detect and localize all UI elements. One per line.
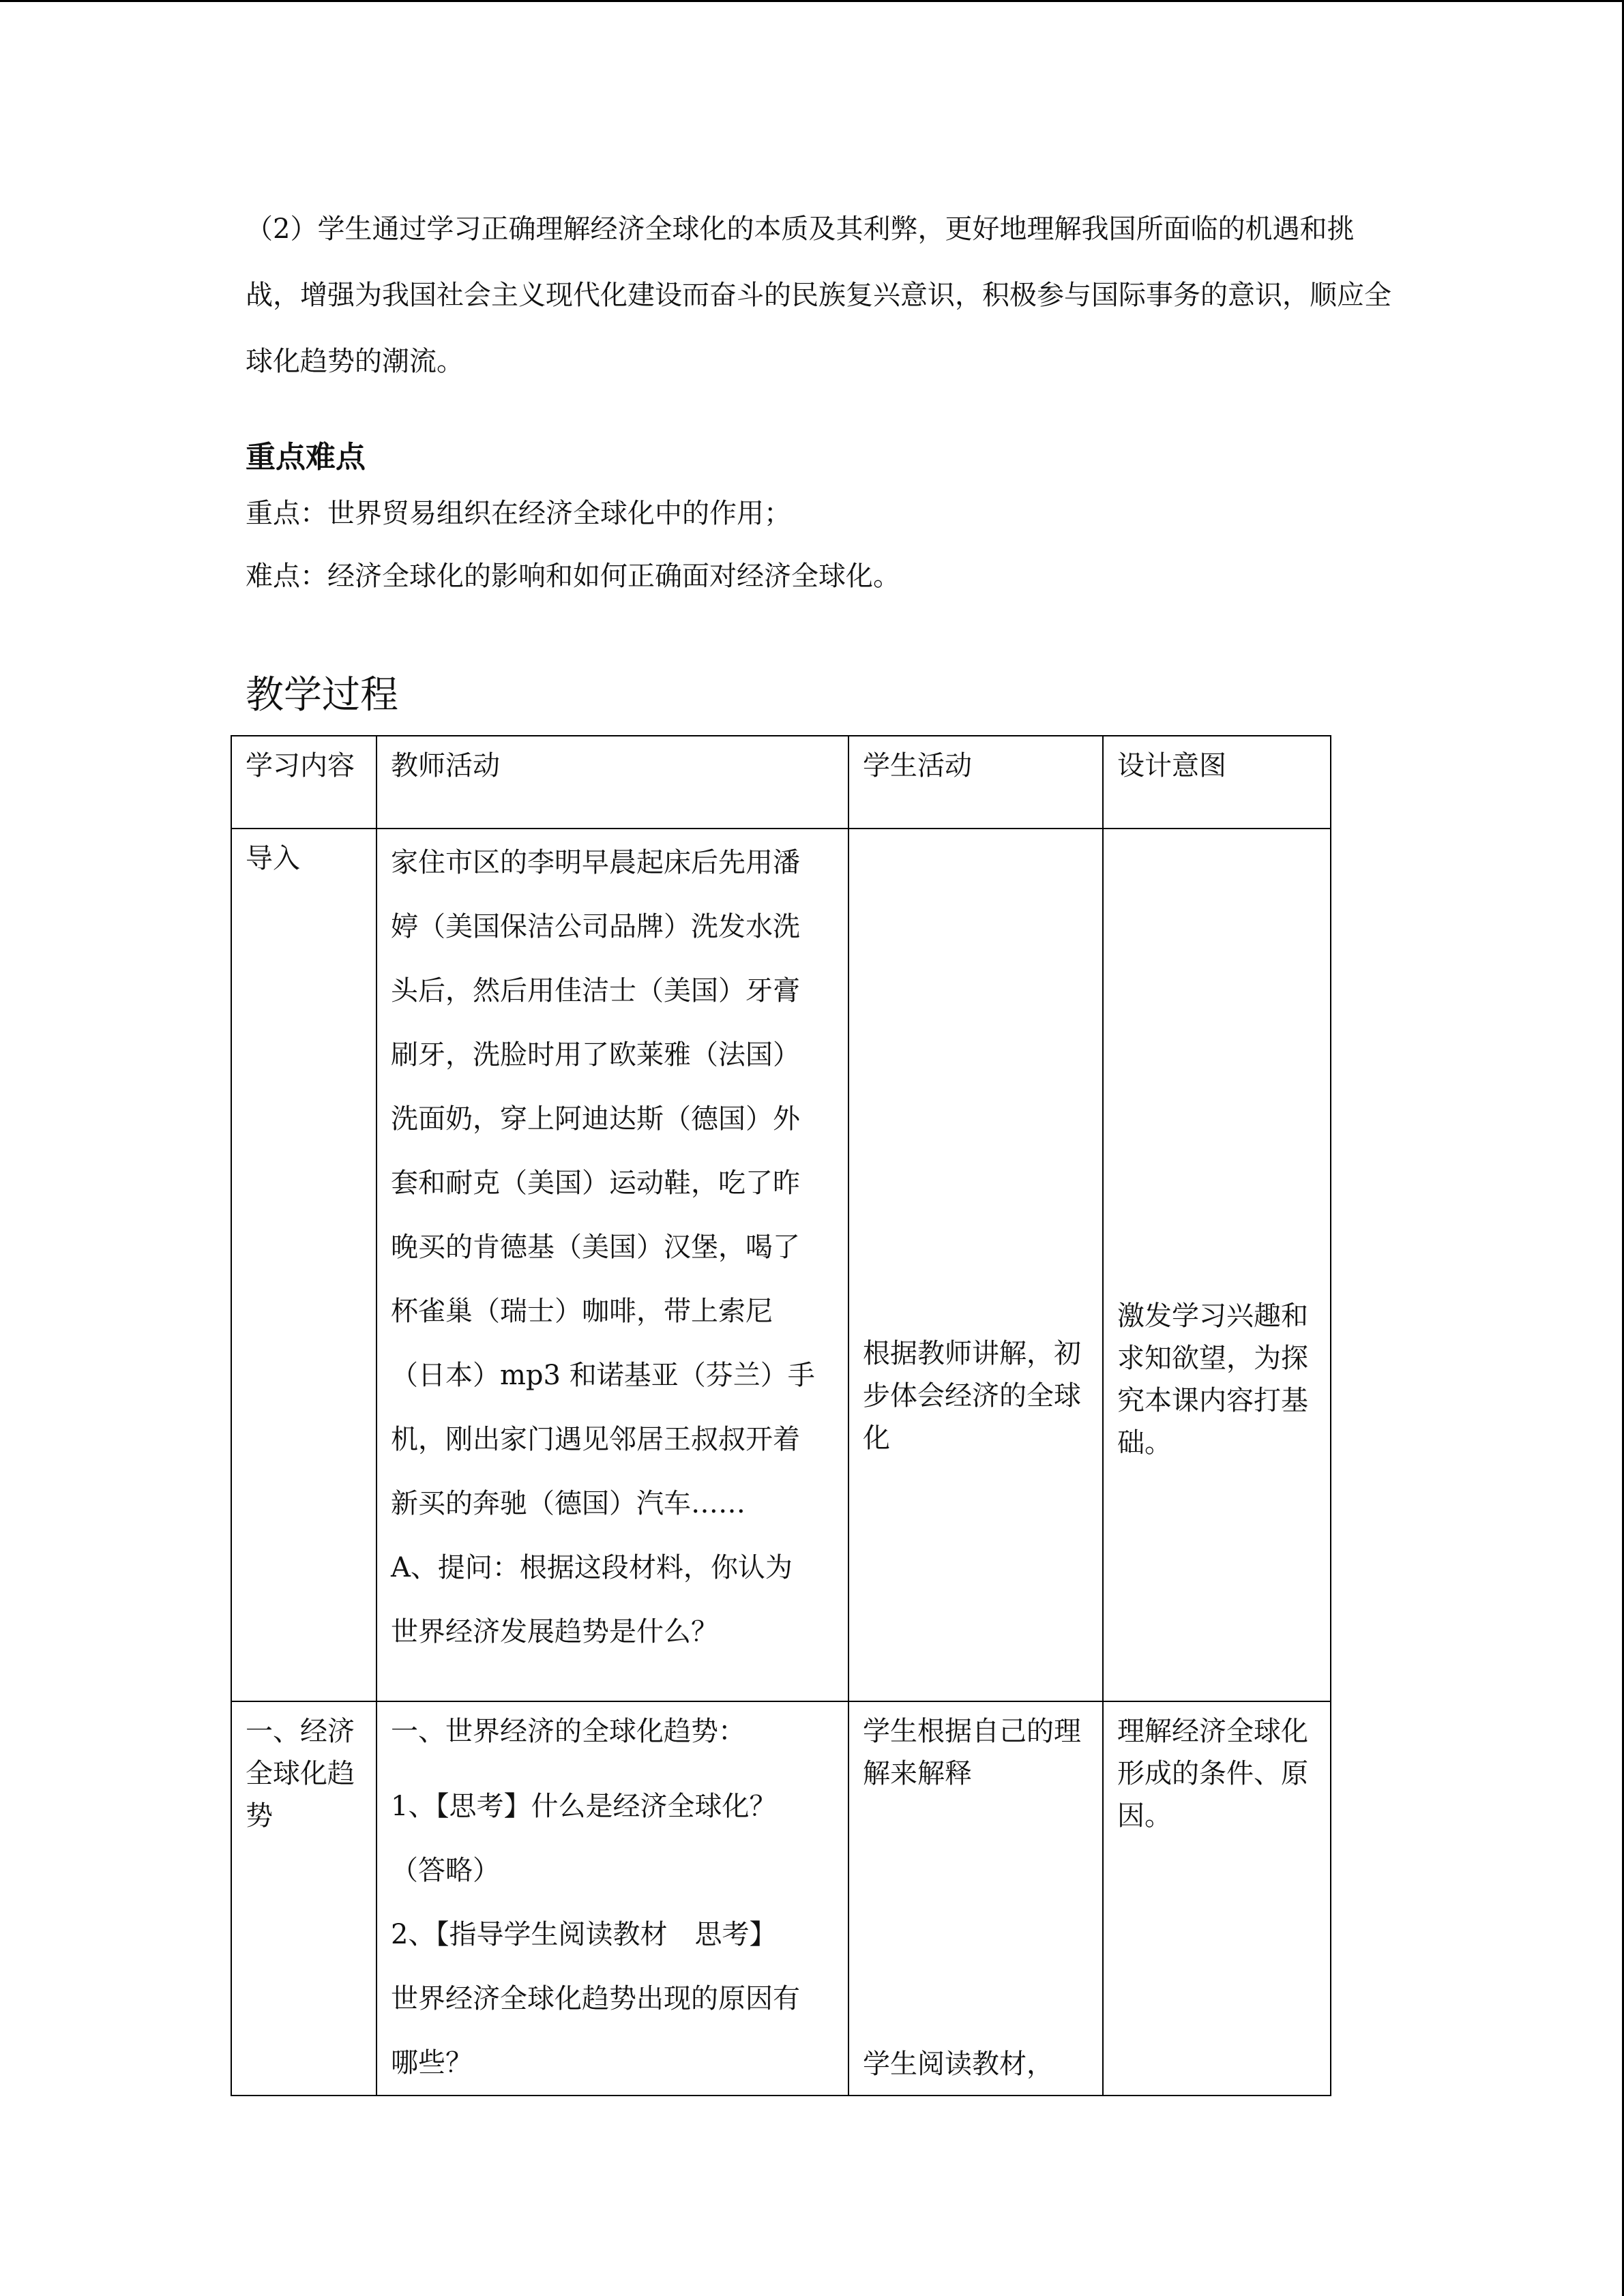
teacher-line: 套和耐克（美国）运动鞋，吃了昨 <box>391 1167 800 1199</box>
intro-teacher-cell <box>377 829 848 1701</box>
teacher-line: 头后，然后用佳洁士（美国）牙膏 <box>391 975 800 1007</box>
intro-design-cell <box>1103 829 1331 1701</box>
teacher-line: 2、【指导学生阅读教材 思考】 <box>391 1919 777 1950</box>
key-points-heading: 重点难点 <box>246 440 366 475</box>
teaching-process-table <box>231 735 1331 2096</box>
intro-design-wrapper <box>1104 829 1330 1701</box>
process-heading: 教学过程 <box>246 673 398 717</box>
teacher-line: 家住市区的李明早晨起床后先用潘 <box>391 847 800 878</box>
trend-content-label: 一、经济全球化趋势 <box>246 1716 355 1832</box>
teacher-line: A、提问：根据这段材料，你认为 <box>391 1552 793 1583</box>
header-cell-teacher <box>377 736 848 829</box>
table-row <box>231 1701 1331 2096</box>
teacher-line: 刷牙，洗脸时用了欧莱雅（法国） <box>391 1039 800 1071</box>
trend-student-cell <box>848 1701 1103 2096</box>
header-cell-content <box>231 736 377 829</box>
trend-teacher-text <box>377 1702 848 2095</box>
header-label-content: 学习内容 <box>246 750 355 781</box>
table-header-row <box>231 736 1331 829</box>
teacher-line: 世界经济全球化趋势出现的原因有 <box>391 1983 800 2014</box>
trend-content-cell <box>231 1701 377 2096</box>
intro-student-text: 根据教师讲解，初步体会经济的全球化 <box>863 1338 1081 1454</box>
intro-teacher-text <box>377 829 848 1664</box>
trend-student-wrapper <box>849 1702 1102 2087</box>
objectives-paragraph: （2）学生通过学习正确理解经济全球化的本质及其利弊，更好地理解我国所面临的机遇和挑战，增强为我国社会主义现代化建设而奋斗的民族复兴意识，积极参与国际事务的意识，顺应全球化趋势的潮流。 <box>246 213 1391 377</box>
teacher-line: 杯雀巢（瑞士）咖啡，带上索尼 <box>391 1296 773 1327</box>
intro-content-cell <box>231 829 377 1701</box>
page-top-border <box>0 0 1624 2</box>
teacher-line: （答略） <box>391 1855 500 1886</box>
intro-student-wrapper <box>849 829 1102 1701</box>
teacher-line: 世界经济发展趋势是什么？ <box>391 1616 718 1648</box>
teacher-line: （日本）mp3 和诺基亚（芬兰）手 <box>391 1360 815 1391</box>
teacher-line: 晚买的肯德基（美国）汉堡，喝了 <box>391 1232 800 1263</box>
trend-student-text-2: 学生阅读教材， <box>863 2048 1054 2080</box>
header-cell-design <box>1103 736 1331 829</box>
trend-student-text: 学生根据自己的理解来解释 <box>863 1716 1081 1789</box>
teacher-line: 一、世界经济的全球化趋势： <box>391 1716 745 1747</box>
teacher-line: 1、【思考】什么是经济全球化？ <box>391 1791 777 1822</box>
teacher-line: 婷（美国保洁公司品牌）洗发水洗 <box>391 911 800 942</box>
intro-content-label: 导入 <box>246 843 300 874</box>
trend-teacher-cell <box>377 1701 848 2096</box>
teacher-line: 新买的奔驰（德国）汽车…… <box>391 1488 745 1519</box>
intro-student-cell <box>848 829 1103 1701</box>
header-label-design: 设计意图 <box>1117 750 1226 781</box>
header-label-student: 学生活动 <box>863 750 972 781</box>
table-row <box>231 829 1331 1701</box>
trend-design-text: 理解经济全球化形成的条件、原因。 <box>1117 1716 1308 1832</box>
teacher-line: 洗面奶，穿上阿迪达斯（德国）外 <box>391 1103 800 1135</box>
key-point-difficult: 难点：经济全球化的影响和如何正确面对经济全球化。 <box>246 561 900 592</box>
header-label-teacher: 教师活动 <box>391 750 500 781</box>
trend-design-cell <box>1103 1701 1331 2096</box>
teacher-line: 机，刚出家门遇见邻居王叔叔开着 <box>391 1424 800 1455</box>
teacher-line: 哪些？ <box>391 2047 473 2078</box>
header-cell-student <box>848 736 1103 829</box>
intro-design-text: 激发学习兴趣和求知欲望，为探究本课内容打基础。 <box>1117 1300 1308 1459</box>
key-point-important: 重点：世界贸易组织在经济全球化中的作用； <box>246 498 791 529</box>
